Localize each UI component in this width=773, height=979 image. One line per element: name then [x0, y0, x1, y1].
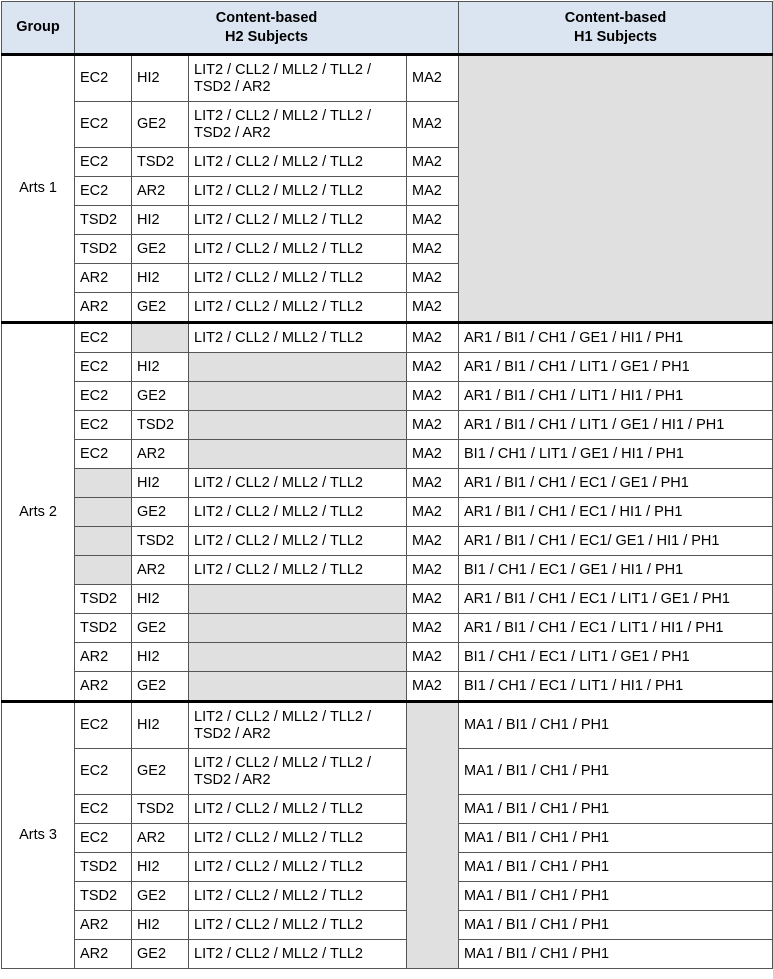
- table-row: [2, 672, 773, 702]
- h2-subject-cell: MA2: [407, 527, 459, 556]
- h1-subject-cell: MA1 / BI1 / CH1 / PH1: [459, 749, 773, 795]
- h2-subject-cell: AR2: [75, 293, 132, 323]
- h2-subject-cell: MA2: [407, 614, 459, 643]
- h2-subject-cell: LIT2 / CLL2 / MLL2 / TLL2: [189, 293, 407, 323]
- h2-subject-cell: MA2: [407, 585, 459, 614]
- h2-subject-cell: EC2: [75, 795, 132, 824]
- h2-subject-cell: HI2: [132, 585, 189, 614]
- table-row: [2, 585, 773, 614]
- h2-subject-cell: AR2: [75, 911, 132, 940]
- h2-subject-cell: LIT2 / CLL2 / MLL2 / TLL2 / TSD2 / AR2: [189, 102, 407, 148]
- h2-subject-cell: LIT2 / CLL2 / MLL2 / TLL2: [189, 177, 407, 206]
- h2-subject-cell: GE2: [132, 940, 189, 969]
- h2-subject-cell: LIT2 / CLL2 / MLL2 / TLL2: [189, 264, 407, 293]
- h2-subject-cell: MA2: [407, 148, 459, 177]
- h2-subject-cell: EC2: [75, 749, 132, 795]
- table-row: [2, 614, 773, 643]
- h2-subject-empty-cell: [189, 672, 407, 702]
- table-header-row: [2, 2, 773, 55]
- h2-subject-cell: EC2: [75, 440, 132, 469]
- h2-subject-cell: AR2: [132, 824, 189, 853]
- h2-subject-cell: GE2: [132, 749, 189, 795]
- h2-subject-cell: LIT2 / CLL2 / MLL2 / TLL2: [189, 498, 407, 527]
- h2-subject-cell: MA2: [407, 235, 459, 264]
- subject-combination-table: [1, 1, 773, 969]
- h2-subject-cell: MA2: [407, 498, 459, 527]
- table-row: [2, 353, 773, 382]
- table-row: [2, 527, 773, 556]
- h2-subject-cell: LIT2 / CLL2 / MLL2 / TLL2 / TSD2 / AR2: [189, 702, 407, 749]
- h2-subject-cell: MA2: [407, 382, 459, 411]
- h1-subject-cell: AR1 / BI1 / CH1 / EC1 / HI1 / PH1: [459, 498, 773, 527]
- h1-subject-cell: BI1 / CH1 / EC1 / LIT1 / HI1 / PH1: [459, 672, 773, 702]
- h1-subjects-empty-cell: [459, 55, 773, 323]
- h2-subject-cell: GE2: [132, 293, 189, 323]
- h2-subject-cell: AR2: [132, 556, 189, 585]
- table-row: [2, 382, 773, 411]
- h2-subject-empty-cell: [189, 440, 407, 469]
- h2-subject-cell: MA2: [407, 411, 459, 440]
- h2-subject-cell: HI2: [132, 702, 189, 749]
- h2-subject-cell: EC2: [75, 353, 132, 382]
- h2-subject-cell: MA2: [407, 440, 459, 469]
- h2-subject-cell: MA2: [407, 323, 459, 353]
- h2-subject-cell: HI2: [132, 55, 189, 102]
- h2-subject-cell: HI2: [132, 853, 189, 882]
- h2-subject-cell: GE2: [132, 235, 189, 264]
- h2-subject-cell: EC2: [75, 824, 132, 853]
- h2-subject-cell: HI2: [132, 911, 189, 940]
- h2-subject-cell: HI2: [132, 643, 189, 672]
- h2-subject-cell: EC2: [75, 702, 132, 749]
- table-row: [2, 411, 773, 440]
- h2-subject-cell: TSD2: [132, 148, 189, 177]
- h2-subject-cell: LIT2 / CLL2 / MLL2 / TLL2: [189, 469, 407, 498]
- h2-subject-cell: HI2: [132, 264, 189, 293]
- h2-subject-cell: LIT2 / CLL2 / MLL2 / TLL2: [189, 940, 407, 969]
- h2-subject-empty-cell: [189, 382, 407, 411]
- table-row: [2, 853, 773, 882]
- h2-subject-cell: GE2: [132, 498, 189, 527]
- h2-subject-cell: AR2: [132, 440, 189, 469]
- h2-subject-cell: EC2: [75, 382, 132, 411]
- h2-subject-cell: GE2: [132, 614, 189, 643]
- h2-subject-cell: MA2: [407, 102, 459, 148]
- h2-subject-cell: TSD2: [75, 206, 132, 235]
- h2-subject-cell: LIT2 / CLL2 / MLL2 / TLL2 / TSD2 / AR2: [189, 55, 407, 102]
- h2-subject-empty-cell: [75, 469, 132, 498]
- table-row: [2, 702, 773, 749]
- h2-subject-cell: MA2: [407, 206, 459, 235]
- h1-subject-cell: MA1 / BI1 / CH1 / PH1: [459, 824, 773, 853]
- h1-subject-cell: MA1 / BI1 / CH1 / PH1: [459, 882, 773, 911]
- h2-subject-cell: LIT2 / CLL2 / MLL2 / TLL2: [189, 911, 407, 940]
- h2-subject-cell: MA2: [407, 353, 459, 382]
- h2-subject-empty-cell: [189, 585, 407, 614]
- h2-subject-cell: TSD2: [75, 882, 132, 911]
- h2-subject-cell: MA2: [407, 672, 459, 702]
- h1-subject-cell: AR1 / BI1 / CH1 / EC1 / LIT1 / GE1 / PH1: [459, 585, 773, 614]
- h2-subject-empty-cell: [132, 323, 189, 353]
- h2-subject-cell: LIT2 / CLL2 / MLL2 / TLL2: [189, 882, 407, 911]
- h2-subject-cell: LIT2 / CLL2 / MLL2 / TLL2: [189, 853, 407, 882]
- h1-subject-cell: AR1 / BI1 / CH1 / LIT1 / HI1 / PH1: [459, 382, 773, 411]
- table-row: [2, 749, 773, 795]
- h2-subject-cell: EC2: [75, 177, 132, 206]
- h2-subject-cell: TSD2: [132, 411, 189, 440]
- h2-subject-cell: LIT2 / CLL2 / MLL2 / TLL2: [189, 824, 407, 853]
- h2-subject-cell: MA2: [407, 293, 459, 323]
- h2-subject-cell: GE2: [132, 382, 189, 411]
- h2-subject-empty-cell: [407, 702, 459, 969]
- h2-subject-cell: MA2: [407, 177, 459, 206]
- group-label-arts-2: Arts 2: [2, 323, 75, 702]
- h1-subjects-header: Content-based H1 Subjects: [459, 2, 773, 55]
- h2-subject-cell: HI2: [132, 206, 189, 235]
- h1-subject-cell: AR1 / BI1 / CH1 / LIT1 / GE1 / HI1 / PH1: [459, 411, 773, 440]
- table-row: [2, 556, 773, 585]
- table-row: [2, 824, 773, 853]
- h2-subject-cell: MA2: [407, 643, 459, 672]
- h2-subject-cell: LIT2 / CLL2 / MLL2 / TLL2: [189, 148, 407, 177]
- h1-subject-cell: AR1 / BI1 / CH1 / LIT1 / GE1 / PH1: [459, 353, 773, 382]
- h1-subject-cell: MA1 / BI1 / CH1 / PH1: [459, 702, 773, 749]
- h1-subject-cell: BI1 / CH1 / EC1 / GE1 / HI1 / PH1: [459, 556, 773, 585]
- h1-subject-cell: AR1 / BI1 / CH1 / EC1 / GE1 / PH1: [459, 469, 773, 498]
- table-row: [2, 940, 773, 969]
- h2-subject-cell: MA2: [407, 264, 459, 293]
- h2-subject-cell: MA2: [407, 469, 459, 498]
- h2-subject-cell: EC2: [75, 148, 132, 177]
- h2-subject-cell: LIT2 / CLL2 / MLL2 / TLL2: [189, 235, 407, 264]
- h2-subject-empty-cell: [189, 643, 407, 672]
- table-row: [2, 440, 773, 469]
- h2-subject-cell: AR2: [75, 264, 132, 293]
- h2-subject-empty-cell: [75, 556, 132, 585]
- h1-subject-cell: AR1 / BI1 / CH1 / EC1/ GE1 / HI1 / PH1: [459, 527, 773, 556]
- h1-subject-cell: MA1 / BI1 / CH1 / PH1: [459, 911, 773, 940]
- h2-subject-cell: EC2: [75, 411, 132, 440]
- table-row: [2, 469, 773, 498]
- h2-subject-cell: GE2: [132, 672, 189, 702]
- group-label-arts-1: Arts 1: [2, 55, 75, 323]
- h2-subject-cell: LIT2 / CLL2 / MLL2 / TLL2: [189, 556, 407, 585]
- h1-subject-cell: BI1 / CH1 / EC1 / LIT1 / GE1 / PH1: [459, 643, 773, 672]
- table-row: [2, 643, 773, 672]
- h1-subject-cell: MA1 / BI1 / CH1 / PH1: [459, 940, 773, 969]
- h2-subject-cell: AR2: [75, 672, 132, 702]
- h2-subject-cell: HI2: [132, 353, 189, 382]
- h2-subject-empty-cell: [75, 498, 132, 527]
- h2-subject-cell: TSD2: [75, 235, 132, 264]
- h2-subject-cell: TSD2: [75, 585, 132, 614]
- table-row: [2, 911, 773, 940]
- h2-subject-cell: AR2: [75, 940, 132, 969]
- h2-subject-empty-cell: [189, 353, 407, 382]
- table-row: [2, 882, 773, 911]
- h2-subject-cell: LIT2 / CLL2 / MLL2 / TLL2: [189, 795, 407, 824]
- table-row: [2, 55, 773, 102]
- h1-subject-cell: AR1 / BI1 / CH1 / GE1 / HI1 / PH1: [459, 323, 773, 353]
- h2-subject-cell: GE2: [132, 882, 189, 911]
- table-row: [2, 795, 773, 824]
- h2-subject-cell: EC2: [75, 323, 132, 353]
- table-row: [2, 498, 773, 527]
- h2-subjects-header: Content-based H2 Subjects: [75, 2, 459, 55]
- h2-subject-cell: LIT2 / CLL2 / MLL2 / TLL2 / TSD2 / AR2: [189, 749, 407, 795]
- h2-subject-cell: TSD2: [75, 853, 132, 882]
- h2-subject-empty-cell: [75, 527, 132, 556]
- h2-subject-cell: TSD2: [132, 795, 189, 824]
- h2-subject-cell: TSD2: [132, 527, 189, 556]
- table-row: [2, 323, 773, 353]
- h2-subject-cell: MA2: [407, 556, 459, 585]
- h2-subject-empty-cell: [189, 411, 407, 440]
- h2-subject-cell: MA2: [407, 55, 459, 102]
- h1-subject-cell: MA1 / BI1 / CH1 / PH1: [459, 853, 773, 882]
- h1-subject-cell: AR1 / BI1 / CH1 / EC1 / LIT1 / HI1 / PH1: [459, 614, 773, 643]
- group-label-arts-3: Arts 3: [2, 702, 75, 969]
- h2-subject-empty-cell: [189, 614, 407, 643]
- h1-subject-cell: MA1 / BI1 / CH1 / PH1: [459, 795, 773, 824]
- h2-subject-cell: LIT2 / CLL2 / MLL2 / TLL2: [189, 206, 407, 235]
- h2-subject-cell: HI2: [132, 469, 189, 498]
- h1-subject-cell: BI1 / CH1 / LIT1 / GE1 / HI1 / PH1: [459, 440, 773, 469]
- h2-subject-cell: LIT2 / CLL2 / MLL2 / TLL2: [189, 527, 407, 556]
- h2-subject-cell: AR2: [132, 177, 189, 206]
- h2-subject-cell: AR2: [75, 643, 132, 672]
- h2-subject-cell: GE2: [132, 102, 189, 148]
- h2-subject-cell: LIT2 / CLL2 / MLL2 / TLL2: [189, 323, 407, 353]
- h2-subject-cell: EC2: [75, 55, 132, 102]
- h2-subject-cell: EC2: [75, 102, 132, 148]
- h2-subject-cell: TSD2: [75, 614, 132, 643]
- group-header: Group: [2, 2, 75, 55]
